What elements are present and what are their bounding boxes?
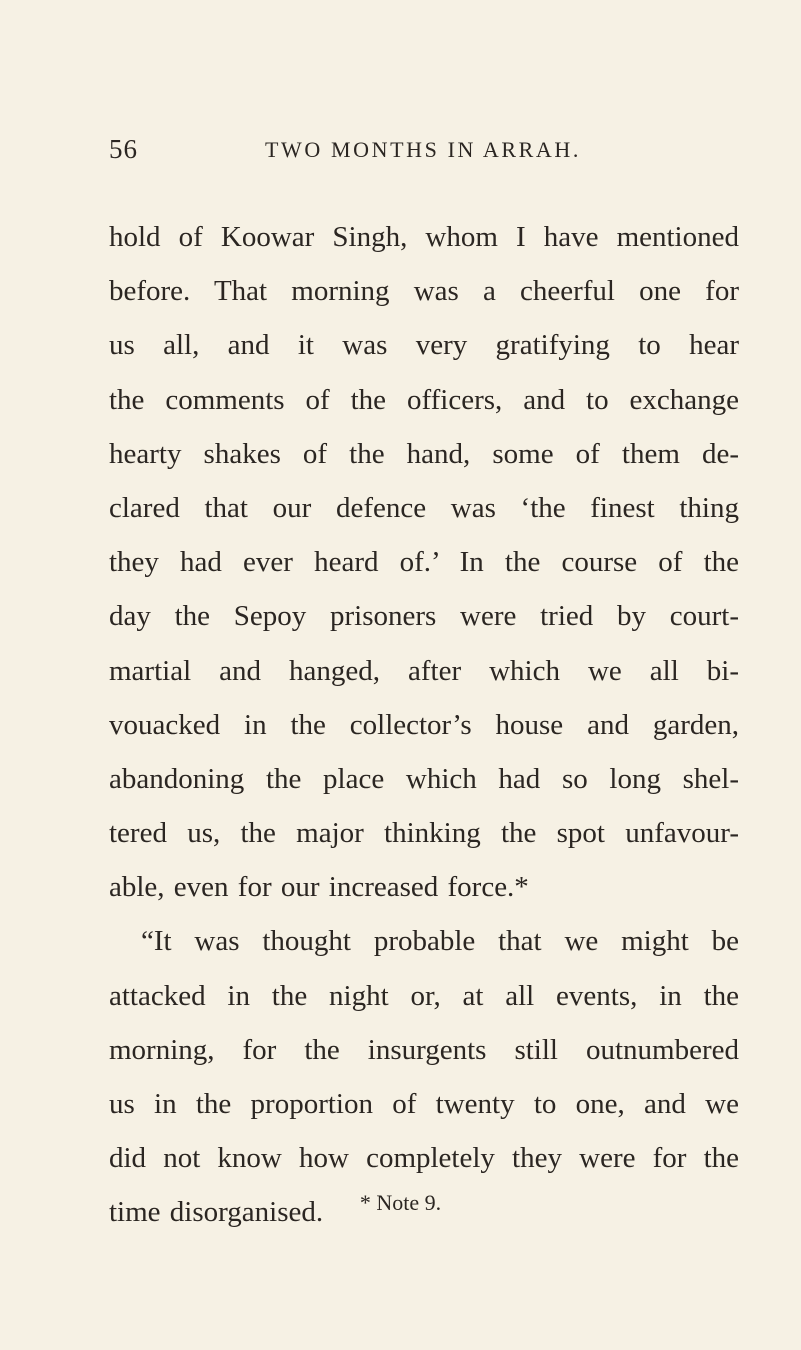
page-number: 56 xyxy=(109,134,138,164)
running-title: TWO MONTHS IN ARRAH. xyxy=(265,137,581,162)
text-line: us all, and it was very gratifying to hear xyxy=(109,329,739,362)
footnote: * Note 9. xyxy=(359,1190,442,1215)
text-line: abandoning the place which had so long shel- xyxy=(109,762,739,795)
text-line: the comments of the officers, and to exchange xyxy=(109,383,739,416)
text-line: us in the proportion of twenty to one, and we xyxy=(109,1088,739,1120)
body-text xyxy=(109,210,739,1240)
text-line: able, even for our increased force.* xyxy=(109,871,529,904)
text-line: vouacked in the collector’s house and garden, xyxy=(109,708,739,741)
text-line: did not know how completely they were for the xyxy=(109,1142,739,1175)
text-line: morning, for the insurgents still outnumbered xyxy=(109,1033,739,1066)
text-line: martial and hanged, after which we all bi- xyxy=(109,654,739,687)
running-head xyxy=(109,134,739,170)
text-line: hearty shakes of the hand, some of them de- xyxy=(109,437,739,470)
text-line: hold of Koowar Singh, whom I have mentioned xyxy=(109,221,739,253)
text-line: time disorganised. xyxy=(109,1196,324,1229)
text-line: clared that our defence was ‘the finest thing xyxy=(109,491,739,524)
text-line: “It was thought probable that we might be xyxy=(141,925,739,958)
text-line: they had ever heard of.’ In the course of the xyxy=(109,546,739,579)
text-line: day the Sepoy prisoners were tried by court- xyxy=(109,600,739,633)
text-line: attacked in the night or, at all events, in the xyxy=(109,979,739,1012)
text-line: tered us, the major thinking the spot unfavour- xyxy=(109,817,739,850)
text-line: before. That morning was a cheerful one for xyxy=(109,275,739,308)
